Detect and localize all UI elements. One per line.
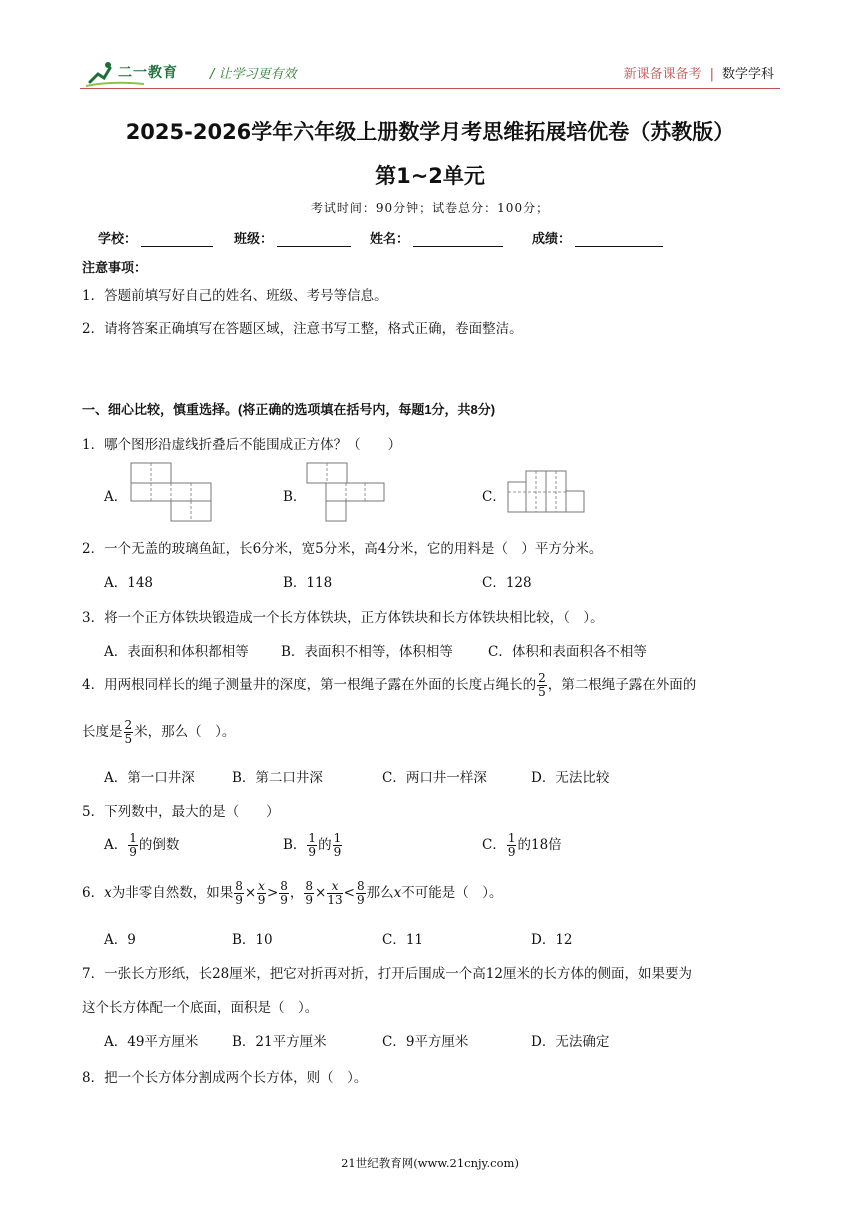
question-7-stem-line1: 7．一张长方形纸，长28厘米，把它对折再对折，打开后围成一个高12厘米的长方体的侧面，如果要为 — [82, 966, 692, 982]
q6-text-2: 为非零自然数，如果 — [111, 885, 234, 901]
question-5-stem: 5．下列数中，最大的是（ ） — [82, 804, 280, 820]
q6-text-4: 那么 — [366, 885, 394, 901]
q2-option-a[interactable]: A．148 — [104, 575, 154, 591]
section-1-heading: 一、细心比较，慎重选择。(将正确的选项填在括号内，每题1分，共8分) — [82, 402, 496, 417]
logo-text: 二一教育 — [118, 65, 178, 81]
q6-frac-b-den: 9 — [257, 893, 266, 907]
q4-frac2-num: 2 — [124, 718, 133, 732]
q5-b-fraction-1 — [307, 832, 317, 859]
q6-frac-c-num: 8 — [280, 879, 288, 893]
q1-option-b[interactable]: B． — [283, 489, 307, 505]
q4-frac2-den: 5 — [124, 732, 133, 746]
school-field[interactable] — [98, 228, 213, 247]
q6-text-3: ， — [289, 885, 304, 901]
score-blank[interactable] — [575, 232, 663, 247]
name-label: 姓名： — [370, 232, 410, 247]
q6-lt: < — [343, 885, 355, 901]
header-right — [624, 63, 774, 82]
q5-a-prefix: A． — [104, 837, 128, 853]
q1-net-b-figure — [306, 462, 386, 522]
question-4-stem-line2 — [82, 719, 235, 746]
q5-a-suffix: 的倒数 — [138, 837, 180, 853]
q6-frac-f — [356, 880, 366, 907]
q4-option-b[interactable]: B．第二口井深 — [232, 770, 323, 786]
q7-option-a[interactable]: A．49平方厘米 — [104, 1034, 199, 1050]
q6-option-d[interactable]: D．12 — [531, 932, 573, 948]
note-item-1: 1．答题前填写好自己的姓名、班级、考号等信息。 — [82, 288, 388, 304]
class-label: 班级： — [234, 232, 274, 247]
q5-b-frac1-num: 1 — [308, 831, 317, 845]
header-slogan: / 让学习更有效 — [210, 67, 297, 82]
q6-frac-d-den: 9 — [305, 893, 314, 907]
q6-frac-c-den: 9 — [280, 893, 288, 907]
q5-b-frac2-num: 1 — [333, 831, 342, 845]
question-4-stem-line1 — [82, 672, 696, 699]
exam-meta: 考试时间：90分钟；试卷总分：100分； — [310, 201, 550, 215]
q5-c-suffix: 的18倍 — [517, 837, 562, 853]
q6-option-b[interactable]: B．10 — [232, 932, 273, 948]
question-8-stem: 8．把一个长方体分割成两个长方体，则（ ）。 — [82, 1070, 368, 1086]
q5-a-frac-den: 9 — [129, 845, 137, 859]
q6-var-1: x — [104, 885, 112, 901]
q6-gt: > — [266, 885, 279, 901]
q3-option-a[interactable]: A．表面积和体积都相等 — [104, 644, 249, 660]
q6-times-2: × — [315, 885, 327, 901]
q2-option-c[interactable]: C．128 — [482, 575, 532, 591]
score-field[interactable] — [532, 228, 663, 247]
q7-option-c[interactable]: C．9平方厘米 — [382, 1034, 469, 1050]
q4-text-4: 米，那么（ ）。 — [134, 724, 236, 740]
q3-option-c[interactable]: C．体积和表面积各不相等 — [488, 644, 647, 660]
q7-option-d[interactable]: D．无法确定 — [531, 1034, 610, 1050]
q5-b-mid: 的 — [318, 837, 332, 853]
header-divider — [80, 88, 780, 89]
q6-frac-b-num: x — [258, 879, 265, 893]
q6-text-5: 不可能是（ ）。 — [401, 885, 503, 901]
q6-times-1: × — [244, 885, 257, 901]
q5-a-frac-num: 1 — [129, 831, 137, 845]
q5-c-fraction — [507, 832, 517, 859]
header-subject: 数学学科 — [721, 67, 774, 82]
q4-fraction-2 — [124, 719, 134, 746]
q5-b-fraction-2 — [333, 832, 343, 859]
q5-b-frac2-den: 9 — [333, 845, 342, 859]
score-label: 成绩： — [532, 232, 572, 247]
note-item-2: 2．请将答案正确填写在答题区域，注意书写工整，格式正确，卷面整洁。 — [82, 321, 523, 337]
page-title: 2025-2026学年六年级上册数学月考思维拓展培优卷（苏教版） — [125, 120, 735, 144]
q7-option-b[interactable]: B．21平方厘米 — [232, 1034, 327, 1050]
q4-frac1-num: 2 — [538, 671, 546, 685]
school-label: 学校： — [98, 232, 138, 247]
q4-frac1-den: 5 — [538, 685, 546, 699]
question-7-stem-line2: 这个长方体配一个底面，面积是（ ）。 — [82, 1000, 319, 1016]
q5-c-frac-den: 9 — [507, 845, 516, 859]
school-blank[interactable] — [141, 232, 213, 247]
q4-text-1: 4．用两根同样长的绳子测量井的深度，第一根绳子露在外面的长度占绳长的 — [82, 677, 537, 693]
q6-frac-f-num: 8 — [356, 879, 365, 893]
q1-net-c-figure — [507, 470, 585, 514]
q5-a-fraction — [128, 832, 138, 859]
q4-option-c[interactable]: C．两口井一样深 — [382, 770, 487, 786]
page-footer: 21世纪教育网(www.21cnjy.com) — [341, 1156, 519, 1170]
q4-text-3: 长度是 — [82, 724, 123, 740]
q5-b-prefix: B． — [283, 837, 307, 853]
q5-option-c[interactable] — [482, 832, 562, 859]
q6-frac-f-den: 9 — [356, 893, 365, 907]
class-blank[interactable] — [277, 232, 351, 247]
page-subtitle: 第1~2单元 — [375, 164, 485, 188]
header-separator: | — [709, 67, 714, 82]
question-6-stem — [82, 880, 502, 907]
q6-var-2: x — [393, 885, 402, 901]
q6-frac-a — [234, 880, 244, 907]
q5-option-a[interactable] — [104, 832, 179, 859]
question-2-stem: 2．一个无盖的玻璃鱼缸，长6分米，宽5分米，高4分米，它的用料是（ ）平方分米。 — [82, 541, 603, 557]
q2-option-b[interactable]: B．118 — [283, 575, 333, 591]
q1-net-a-figure — [130, 462, 212, 522]
q4-option-d[interactable]: D．无法比较 — [531, 770, 610, 786]
q6-frac-c — [279, 880, 289, 907]
q4-fraction-1 — [537, 672, 547, 699]
q5-c-frac-num: 1 — [507, 831, 516, 845]
q6-frac-e-num: x — [327, 880, 342, 894]
q5-b-frac1-den: 9 — [308, 845, 317, 859]
class-field[interactable] — [234, 228, 351, 247]
q6-frac-a-num: 8 — [235, 879, 243, 893]
q4-text-2: ，第二根绳子露在外面的 — [547, 677, 697, 693]
q3-option-b[interactable]: B．表面积不相等，体积相等 — [281, 644, 453, 660]
name-blank[interactable] — [413, 232, 503, 247]
q5-option-b[interactable] — [283, 832, 343, 859]
q5-c-prefix: C． — [482, 837, 506, 853]
q1-option-c[interactable]: C． — [482, 489, 506, 505]
question-1-stem: 1．哪个图形沿虚线折叠后不能围成正方体？（ ） — [82, 437, 402, 453]
q6-frac-a-den: 9 — [235, 893, 243, 907]
q6-frac-e — [327, 880, 342, 907]
q1-option-a[interactable]: A． — [104, 489, 128, 505]
q6-option-a[interactable]: A．9 — [104, 932, 136, 948]
q4-option-a[interactable]: A．第一口井深 — [104, 770, 195, 786]
q6-frac-d-num: 8 — [305, 879, 314, 893]
q6-frac-d — [304, 880, 314, 907]
q6-frac-b — [257, 880, 266, 907]
name-field[interactable] — [370, 228, 503, 247]
q6-frac-e-den: 13 — [327, 893, 343, 907]
question-3-stem: 3．将一个正方体铁块锻造成一个长方体铁块，正方体铁块和长方体铁块相比较，（ ）。 — [82, 610, 604, 626]
header-tag: 新课备课备考 — [623, 67, 702, 82]
notes-heading: 注意事项： — [82, 260, 148, 275]
q6-text-1: 6． — [82, 885, 105, 901]
q6-option-c[interactable]: C．11 — [382, 932, 424, 948]
